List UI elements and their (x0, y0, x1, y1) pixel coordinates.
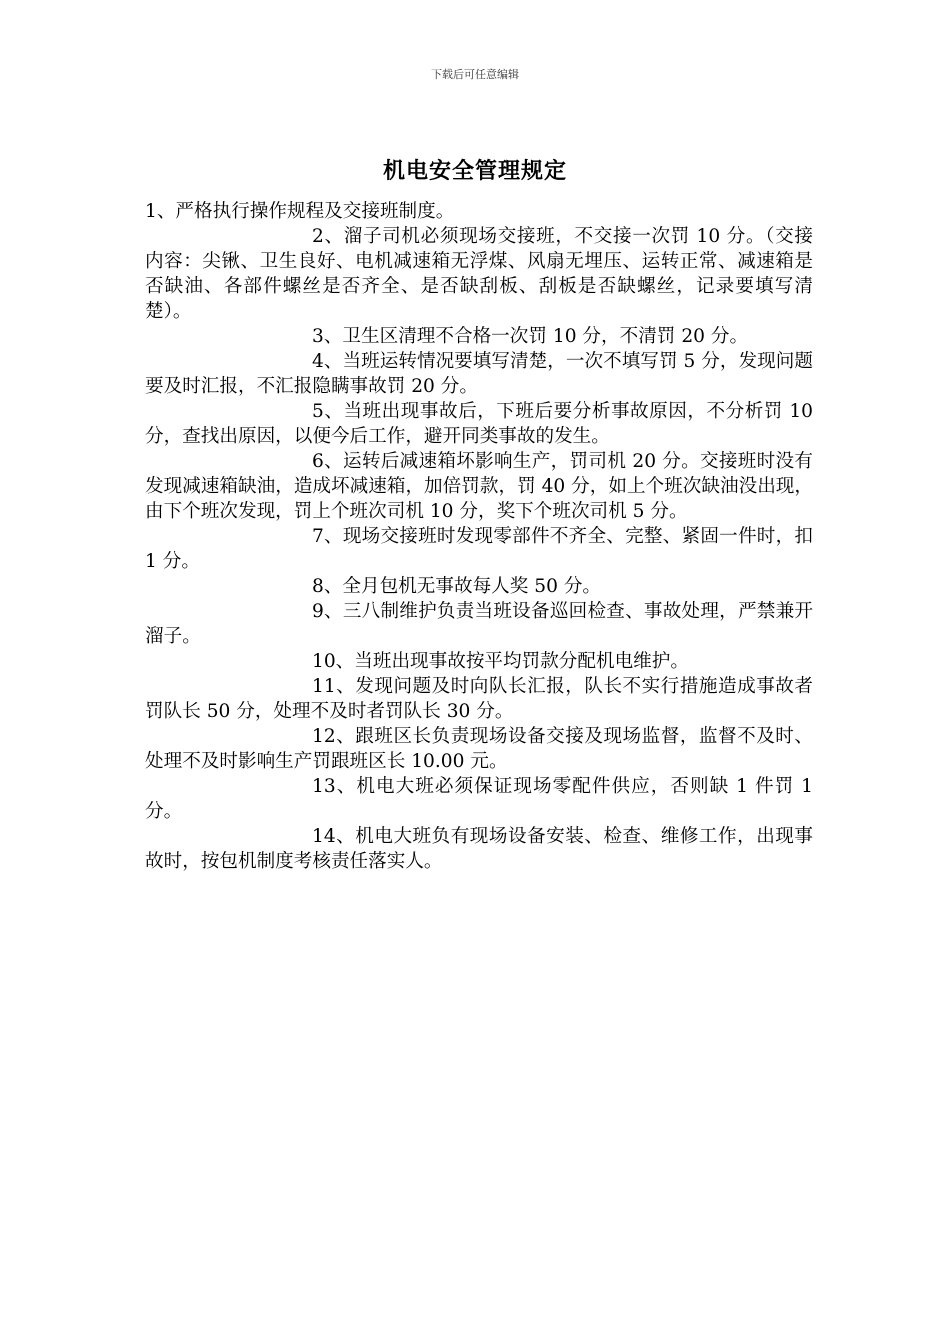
header-note: 下载后可任意编辑 (431, 68, 519, 81)
document-title: 机电安全管理规定 (382, 158, 567, 184)
rule-paragraph-10: 10、当班出现事故按平均罚款分配机电维护。 (312, 651, 689, 672)
rule-paragraph-13: 13、机电大班必须保证现场零配件供应，否则缺 1 件罚 1 分。 (145, 776, 813, 822)
rule-paragraph-1: 1、严格执行操作规程及交接班制度。 (145, 201, 455, 222)
rule-paragraph-8: 8、全月包机无事故每人奖 50 分。 (312, 576, 602, 597)
rule-paragraph-3: 3、卫生区清理不合格一次罚 10 分，不清罚 20 分。 (312, 326, 749, 347)
rule-paragraph-7: 7、现场交接班时发现零部件不齐全、完整、紧固一件时，扣 1 分。 (145, 526, 813, 572)
rule-paragraph-2: 2、溜子司机必须现场交接班，不交接一次罚 10 分。（交接内容：尖锹、卫生良好、电机减速箱无浮煤、风扇无埋压、运转正常、减速箱是否缺油、各部件螺丝是否齐全、是否缺刮板、刮板是否缺螺丝，记录要填写清楚）。 (145, 226, 813, 322)
rule-paragraph-12: 12、跟班区长负责现场设备交接及现场监督，监督不及时、处理不及时影响生产罚跟班区长 10.00 元。 (145, 726, 813, 772)
document-body (145, 199, 813, 874)
rule-paragraph-11: 11、发现问题及时向队长汇报，队长不实行措施造成事故者罚队长 50 分，处理不及时者罚队长 30 分。 (145, 676, 813, 722)
rule-paragraph-5: 5、当班出现事故后，下班后要分析事故原因，不分析罚 10 分，查找出原因，以便今后工作，避开同类事故的发生。 (145, 401, 813, 447)
rule-paragraph-9: 9、三八制维护负责当班设备巡回检查、事故处理，严禁兼开溜子。 (145, 601, 813, 647)
rule-paragraph-6: 6、运转后减速箱坏影响生产，罚司机 20 分。交接班时没有发现减速箱缺油，造成坏减速箱，加倍罚款，罚 40 分，如上个班次缺油没出现，由下个班次发现，罚上个班次司机 10 分，奖下个班次司机 5 分。 (145, 451, 813, 522)
rule-paragraph-4: 4、当班运转情况要填写清楚，一次不填写罚 5 分，发现问题要及时汇报，不汇报隐瞒事故罚 20 分。 (145, 351, 813, 397)
rule-paragraph-14: 14、机电大班负有现场设备安装、检查、维修工作，出现事故时，按包机制度考核责任落实人。 (145, 826, 813, 872)
